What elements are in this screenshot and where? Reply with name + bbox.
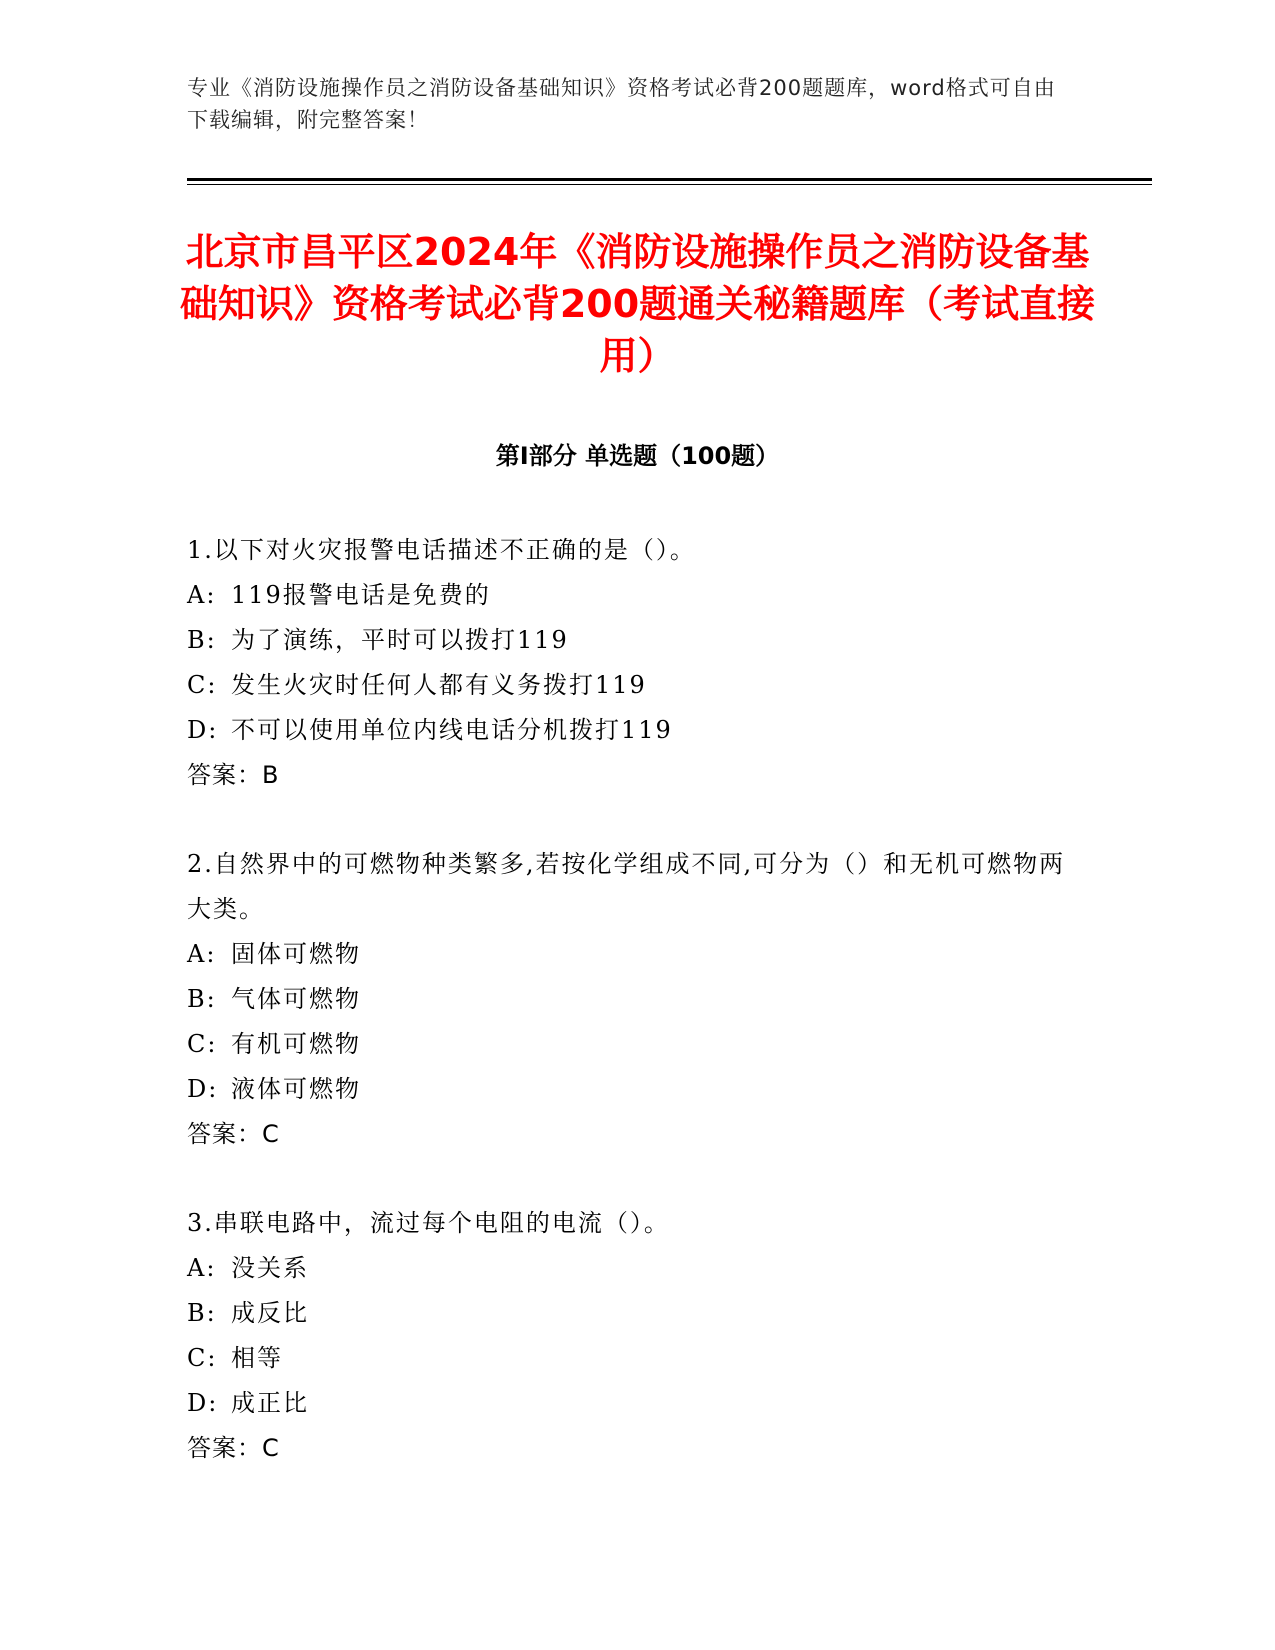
answer-value: C (262, 1434, 280, 1462)
section-title: 第Ⅰ部分 单选题（100题） (495, 442, 780, 470)
option-c (187, 663, 1067, 708)
option-label: C: (187, 1344, 218, 1372)
option-label: D: (187, 1389, 219, 1417)
option-text: 没关系 (231, 1254, 309, 1282)
option-text: 不可以使用单位内线电话分机拨打119 (231, 716, 673, 744)
question-stem: 3.串联电路中，流过每个电阻的电流（）。 (187, 1209, 670, 1237)
question-3 (187, 1201, 1067, 1471)
option-label: C: (187, 1030, 218, 1058)
option-a (187, 573, 1067, 618)
option-d (187, 708, 1067, 753)
option-label: A: (187, 1254, 217, 1282)
option-text: 为了演练，平时可以拨打119 (231, 626, 569, 654)
option-label: D: (187, 716, 219, 744)
document-title: 北京市昌平区2024年《消防设施操作员之消防设备基础知识》资格考试必背200题通关秘籍题库（考试直接用） (179, 230, 1096, 378)
option-a (187, 932, 1067, 977)
header-note: 专业《消防设施操作员之消防设备基础知识》资格考试必背200题题库，word格式可自由下载编辑，附完整答案！ (187, 76, 1056, 132)
option-label: C: (187, 671, 218, 699)
answer-prefix: 答案： (187, 761, 262, 789)
option-label: B: (187, 626, 217, 654)
option-text: 有机可燃物 (231, 1030, 361, 1058)
option-b (187, 618, 1067, 663)
question-stem: 1.以下对火灾报警电话描述不正确的是（）。 (187, 536, 696, 564)
option-a (187, 1246, 1067, 1291)
option-b (187, 977, 1067, 1022)
option-c (187, 1022, 1067, 1067)
option-text: 液体可燃物 (231, 1075, 361, 1103)
option-text: 固体可燃物 (231, 940, 361, 968)
answer-line (187, 1112, 1067, 1157)
answer-prefix: 答案： (187, 1434, 262, 1462)
option-text: 发生火灾时任何人都有义务拨打119 (231, 671, 647, 699)
answer-value: C (262, 1120, 280, 1148)
header-rule-thick (187, 178, 1152, 181)
answer-prefix: 答案： (187, 1120, 262, 1148)
answer-line (187, 753, 1067, 798)
option-text: 相等 (231, 1344, 283, 1372)
answer-value: B (262, 761, 280, 789)
question-2 (187, 842, 1067, 1157)
option-b (187, 1291, 1067, 1336)
header-rule-thin (187, 184, 1152, 185)
question-1 (187, 528, 1067, 798)
option-d (187, 1381, 1067, 1426)
option-text: 气体可燃物 (231, 985, 361, 1013)
question-list (187, 528, 1067, 1515)
option-label: D: (187, 1075, 219, 1103)
option-label: B: (187, 1299, 217, 1327)
option-d (187, 1067, 1067, 1112)
option-text: 119报警电话是免费的 (231, 581, 491, 609)
option-label: B: (187, 985, 217, 1013)
option-text: 成反比 (231, 1299, 309, 1327)
option-c (187, 1336, 1067, 1381)
option-text: 成正比 (231, 1389, 309, 1417)
option-label: A: (187, 581, 217, 609)
answer-line (187, 1426, 1067, 1471)
option-label: A: (187, 940, 217, 968)
question-stem: 2.自然界中的可燃物种类繁多,若按化学组成不同,可分为（）和无机可燃物两大类。 (187, 850, 1066, 923)
